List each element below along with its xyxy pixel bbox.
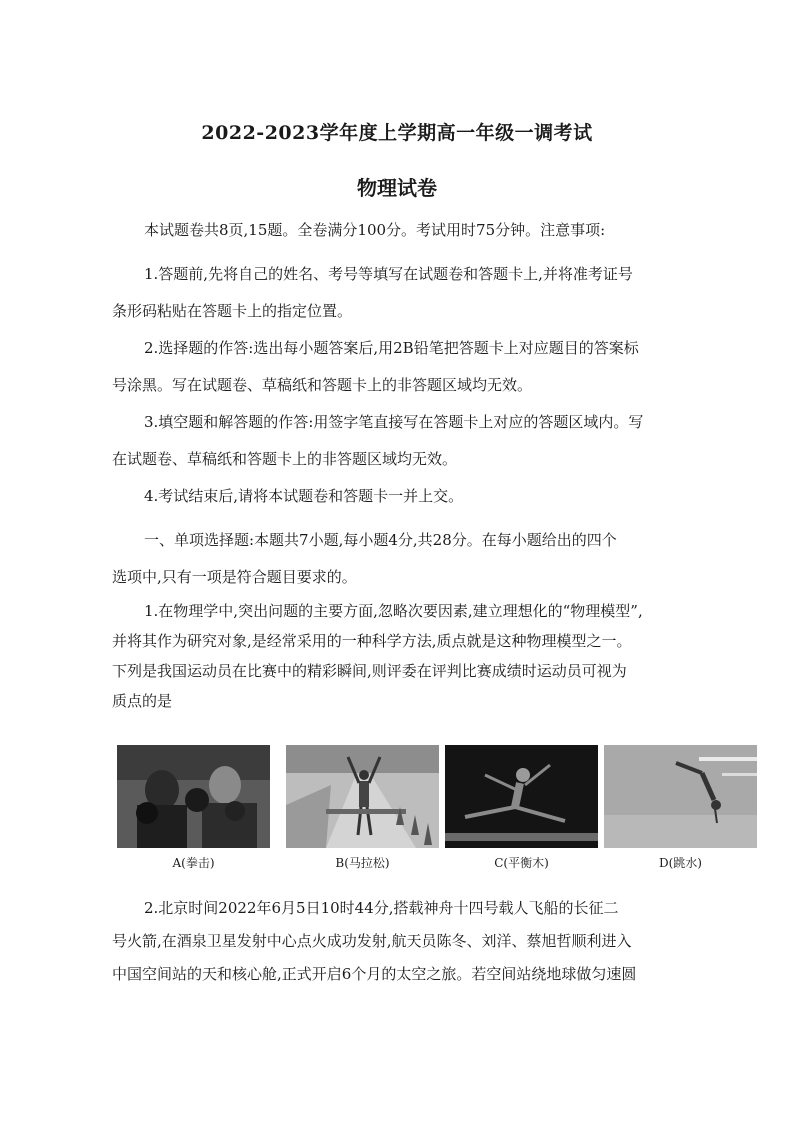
q1-line-1: 1.在物理学中,突出问题的主要方面,忽略次要因素,建立理想化的“物理模型”, <box>144 602 643 620</box>
note-4 <box>112 478 687 515</box>
balance-beam-photo <box>445 745 598 848</box>
intro-paragraph <box>112 212 687 249</box>
option-c <box>445 745 598 875</box>
q2-line-2: 号火箭,在酒泉卫星发射中心点火成功发射,航天员陈冬、刘洋、蔡旭哲顺利进入 <box>112 932 632 950</box>
note-2-line-1: 2.选择题的作答:选出每小题答案后,用2B铅笔把答题卡上对应题目的答案标 <box>144 339 639 357</box>
exam-title: 2022-2023学年度上学期高一年级一调考试 <box>201 122 593 144</box>
note-3-line-1: 3.填空题和解答题的作答:用签字笔直接写在答题卡上对应的答题区域内。写 <box>144 413 644 431</box>
option-c-caption: C(平衡木) <box>494 856 549 870</box>
question-2 <box>112 892 687 991</box>
option-a <box>117 745 270 875</box>
option-d <box>604 745 757 875</box>
boxing-photo <box>117 745 270 848</box>
option-d-caption: D(跳水) <box>659 856 702 870</box>
marathon-photo <box>286 745 439 848</box>
note-3-line-2: 在试题卷、草稿纸和答题卡上的非答题区域均无效。 <box>112 450 458 468</box>
section-heading <box>112 522 687 596</box>
note-4-line-1: 4.考试结束后,请将本试题卷和答题卡一并上交。 <box>144 487 464 505</box>
exam-subtitle: 物理试卷 <box>357 176 437 200</box>
intro-line: 本试题卷共8页,15题。全卷满分100分。考试用时75分钟。注意事项: <box>144 221 606 239</box>
q1-line-2: 并将其作为研究对象,是经常采用的一种科学方法,质点就是这种物理模型之一。 <box>112 632 632 650</box>
option-b <box>286 745 439 875</box>
note-3 <box>112 404 687 478</box>
q1-options-figures <box>117 745 757 875</box>
option-a-caption: A(拳击) <box>172 856 215 870</box>
q2-line-1: 2.北京时间2022年6月5日10时44分,搭载神舟十四号载人飞船的长征二 <box>144 899 619 917</box>
q1-line-4: 质点的是 <box>112 692 173 710</box>
option-b-caption: B(马拉松) <box>335 856 390 870</box>
note-1-line-1: 1.答题前,先将自己的姓名、考号等填写在试题卷和答题卡上,并将准考证号 <box>144 265 633 283</box>
q2-line-3: 中国空间站的天和核心舱,正式开启6个月的太空之旅。若空间站绕地球做匀速圆 <box>112 965 637 983</box>
note-2 <box>112 330 687 404</box>
q1-line-3: 下列是我国运动员在比赛中的精彩瞬间,则评委在评判比赛成绩时运动员可视为 <box>112 662 627 680</box>
question-1 <box>112 596 687 716</box>
section-line-1: 一、单项选择题:本题共7小题,每小题4分,共28分。在每小题给出的四个 <box>144 531 617 549</box>
note-1 <box>112 256 687 330</box>
diving-photo <box>604 745 757 848</box>
section-line-2: 选项中,只有一项是符合题目要求的。 <box>112 568 357 586</box>
note-2-line-2: 号涂黑。写在试题卷、草稿纸和答题卡上的非答题区域均无效。 <box>112 376 533 394</box>
note-1-line-2: 条形码粘贴在答题卡上的指定位置。 <box>112 302 353 320</box>
